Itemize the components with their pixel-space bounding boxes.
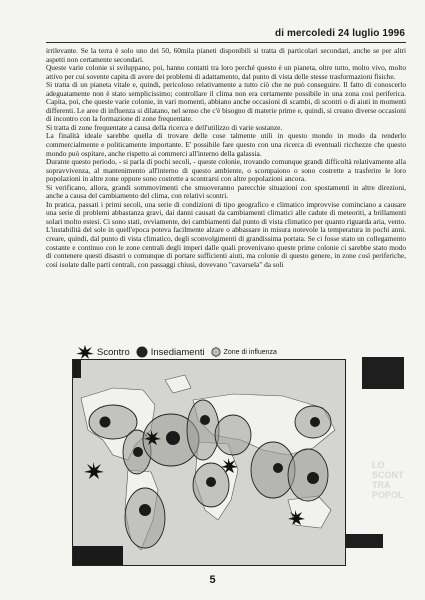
paragraph: Durante questo periodo, - si parla di pochi secoli, - queste colonie, trovando comunque grandi difficoltà relativamente alla sopravvivenza, al mantenimento all'interno di questo ambiente, o scompaiono o sono costrette a trasferire le loro popolazioni in altre zone oppure sono costrette a scontrarsi con altre popolazioni ancora. xyxy=(46,157,406,184)
paragraph: irrilevante. Se la terra è solo uno dei 50, 60mila pianeti disponibili si tratta di particolari secondari, anche se per altri aspetti non certamente secondari. xyxy=(46,46,406,64)
legend-zone-label: Zone di influenza xyxy=(223,348,277,356)
article-body xyxy=(46,47,406,269)
legend-insediamenti xyxy=(136,346,205,358)
faint-line: LO xyxy=(372,460,385,470)
header-rule xyxy=(46,42,406,43)
map-legend xyxy=(76,345,277,359)
paragraph: In pratica, passati i primi secoli, una serie di condizioni di tipo geografico e climatico improvvise cominciano a causare una serie di problemi abbastanza gravi, dai danni causati da cambiamenti climatici alle cadute di meteoriti, a brillamenti solari molto estesi. Ci sono stati, ovviamente, dei cambiamenti dal punto di vista climatico per quanto riguarda aria, vento. xyxy=(46,199,406,226)
page-number: 5 xyxy=(209,574,216,586)
paragraph: La finalità ideale sarebbe quella di trovare delle cose talmente utili in questo mondo in modo da renderlo commercialmente e politicamente importante. E' possibile fare questo con una ricerca di eventuali ricchezze che questo mondo può ospitare, anche rispetto ai commerci all'interno della galassia. xyxy=(46,131,406,158)
decorative-block xyxy=(362,357,404,389)
paragraph: Si tratta di un pianeta vitale e, quindi, pericoloso relativamente a tutto ciò che ne può conseguire. Il fatto di conoscerlo adeguatamente non è stato semplicissimo; controllare il clima non era certamente possibile in una zona così periferica. Capita, poi, che queste varie colonie, in vari momenti, abbiano anche occasioni di scambi, di scontri o di aiuti in momenti differenti. Le aree di influenza si dilatano, nel senso che c'è bisogno di materie prime e, quindi, si creano diverse occasioni di incontro con la formazione di zone frequentate. xyxy=(46,80,406,124)
legend-scontro xyxy=(76,345,130,359)
settlement-dot-icon xyxy=(136,346,148,358)
world-map xyxy=(72,359,346,566)
starburst-icon xyxy=(76,345,94,359)
world-map-drawing xyxy=(73,360,345,565)
page-header-date: di mercoledi 24 luglio 1996 xyxy=(275,28,405,39)
legend-insediamenti-label: Insediamenti xyxy=(150,346,205,358)
faint-side-heading xyxy=(372,460,422,500)
paragraph: L'instabilità del sole in quell'epoca poteva facilmente alzare o abbassare in misura notevole la temperatura in pochi anni. creare, quindi, dal punto di vista climatico, degli sconvolgimenti di grandissima portata. Se ci fosse stato un collegamento costante e continuo con le zone centrali degli imperi dalle quali provenivano queste prime colonie ci sarebbe stato modo di contenere questi disastri o comunque di portare sufficienti aiuti, ma colonie di questo genere, in zone così periferiche, così isolate dalle parti centrali, con passaggi chiusi, dovevano "cavarsela" da soli xyxy=(46,225,406,269)
legend-zone xyxy=(211,347,277,357)
faint-line: TRA xyxy=(372,480,391,490)
influence-zone-icon xyxy=(211,347,221,357)
faint-line: POPOL xyxy=(372,490,404,500)
paragraph: Queste varie colonie si sviluppano, poi, hanno contatti tra loro perché questo è un pianeta, oltre tutto, molto vivo, molto attivo per cui sovente capita di avere dei problemi di adattamento, dal punto di vista delle stesse trasformazioni fisiche. xyxy=(46,63,406,81)
faint-line: SCONT xyxy=(372,470,404,480)
decorative-block xyxy=(345,534,383,548)
paragraph: Si tratta di zone frequentate a causa della ricerca e dell'utilizzo di varie sostanze. xyxy=(46,122,283,132)
paragraph: Si verificano, allora, grandi sommovimenti che smuoveranno parecchie situazioni con spostamenti in altre direzioni, anche a causa del cambiamento del clima, con relativi scontri. xyxy=(46,182,406,201)
legend-scontro-label: Scontro xyxy=(97,346,130,358)
